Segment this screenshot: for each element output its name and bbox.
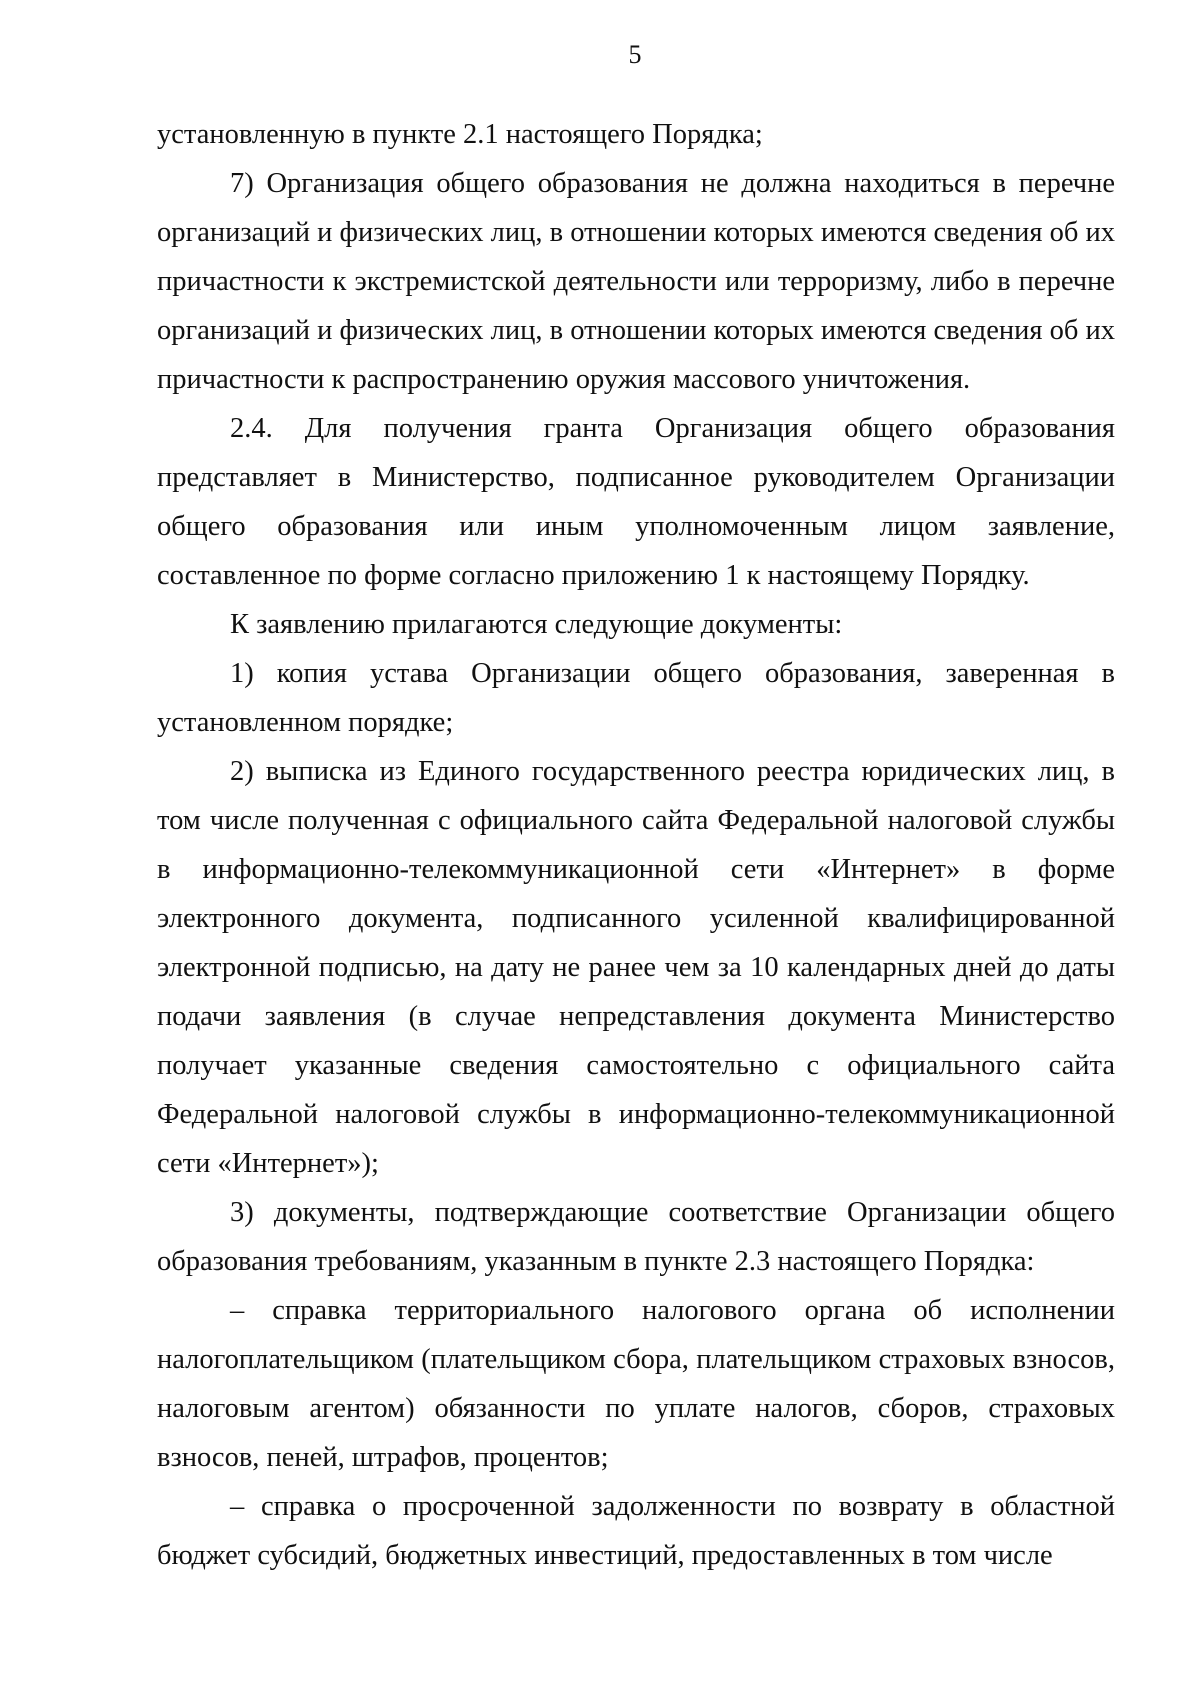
document-body [157,110,1115,1580]
paragraph-continuation: установленную в пункте 2.1 настоящего Порядка; [157,119,763,150]
paragraph-item-1: 1) копия устава Организации общего образования, заверенная в установленном порядке; [157,658,1115,738]
paragraph-dash-tax-certificate: – справка территориального налогового органа об исполнении налогоплательщиком (плательщиком сбора, плательщиком страховых взносов, налоговым агентом) обязанности по уплате налогов, сборов, страховых взносов, пеней, штрафов, процентов; [157,1295,1115,1473]
paragraph-item-2: 2) выписка из Единого государственного реестра юридических лиц, в том числе полученная с официального сайта Федеральной налоговой службы в информационно-телекоммуникационной сети «Интернет» в форме электронного документа, подписанного усиленной квалифицированной электронной подписью, на дату не ранее чем за 10 календарных дней до даты подачи заявления (в случае непредставления документа Министерство получает указанные сведения самостоятельно с официального сайта Федеральной налоговой службы в информационно-телекоммуникационной сети «Интернет»); [157,756,1115,1179]
paragraph-documents-intro: К заявлению прилагаются следующие документы: [230,609,843,640]
page-number: 5 [628,40,642,69]
paragraph-item-7: 7) Организация общего образования не должна находиться в перечне организаций и физических лиц, в отношении которых имеются сведения об их причастности к экстремистской деятельности или терроризму, либо в перечне организаций и физических лиц, в отношении которых имеются сведения об их причастности к распространению оружия массового уничтожения. [157,168,1115,395]
paragraph-item-3: 3) документы, подтверждающие соответствие Организации общего образования требованиям, указанным в пункте 2.3 настоящего Порядка: [157,1197,1115,1277]
paragraph-section-2-4: 2.4. Для получения гранта Организация общего образования представляет в Министерство, подписанное руководителем Организации общего образования или иным уполномоченным лицом заявление, составленное по форме согласно приложению 1 к настоящему Порядку. [157,413,1115,591]
paragraph-dash-debt-certificate: – справка о просроченной задолженности по возврату в областной бюджет субсидий, бюджетных инвестиций, предоставленных в том числе [157,1491,1115,1571]
